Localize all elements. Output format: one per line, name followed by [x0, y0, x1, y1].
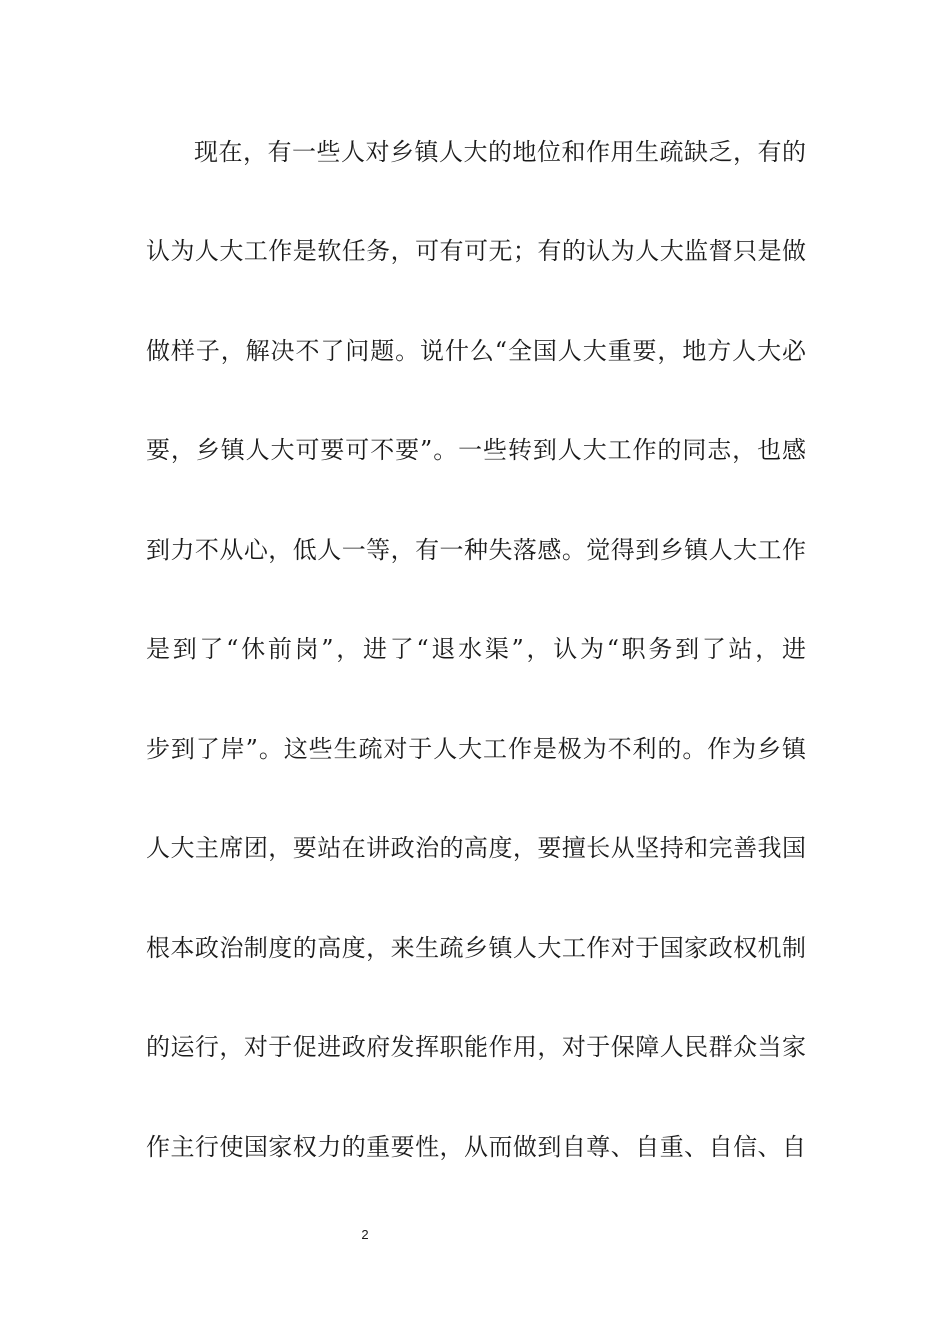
paragraph-line: 现在，有一些人对乡镇人大的地位和作用生疏缺乏，有的 — [194, 138, 806, 166]
paragraph-line: 的运行，对于促进政府发挥职能作用，对于保障人民群众当家 — [146, 1033, 806, 1061]
page-number: 2 — [361, 1227, 369, 1242]
paragraph-line: 认为人大工作是软任务，可有可无；有的认为人大监督只是做 — [146, 237, 806, 265]
paragraph-line: 根本政治制度的高度，来生疏乡镇人大工作对于国家政权机制 — [146, 934, 806, 962]
paragraph-line: 做样子，解决不了问题。说什么“全国人大重要，地方人大必 — [146, 337, 806, 365]
paragraph-line: 人大主席团，要站在讲政治的高度，要擅长从坚持和完善我国 — [146, 834, 806, 862]
paragraph-line: 作主行使国家权力的重要性，从而做到自尊、自重、自信、自 — [146, 1133, 806, 1161]
paragraph-line: 到力不从心，低人一等，有一种失落感。觉得到乡镇人大工作 — [146, 536, 806, 564]
paragraph-line: 步到了岸”。这些生疏对于人大工作是极为不利的。作为乡镇 — [146, 735, 806, 763]
paragraph-line: 是到了“休前岗”，进了“退水渠”，认为“职务到了站，进 — [146, 635, 806, 663]
paragraph-line: 要，乡镇人大可要可不要”。一些转到人大工作的同志，也感 — [146, 436, 806, 464]
